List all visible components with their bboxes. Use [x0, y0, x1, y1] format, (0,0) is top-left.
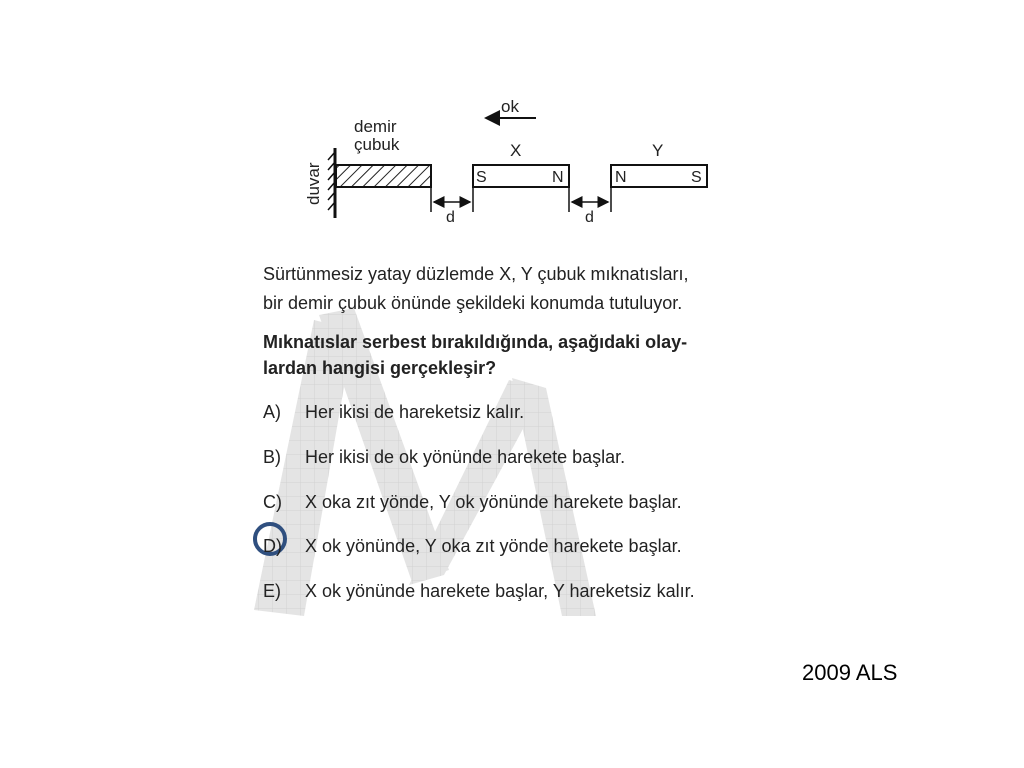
prompt-line-1: Mıknatıslar serbest bırakıldığında, aşağıdaki olay-: [263, 332, 688, 352]
stem-line-2: bir demir çubuk önünde şekildeki konumda tutuluyor.: [263, 293, 683, 313]
magnet-y-pole-right: S: [691, 169, 702, 186]
rod-label-line1: demir: [354, 117, 397, 136]
question-image: [244, 90, 772, 616]
option-a-text: Her ikisi de hareketsiz kalır.: [305, 402, 525, 422]
option-e-letter: E): [263, 581, 281, 601]
question-stem: [263, 260, 772, 318]
option-b-text: Her ikisi de ok yönünde harekete başlar.: [305, 447, 626, 467]
wall-label: duvar: [304, 162, 323, 205]
option-c-letter: C): [263, 492, 282, 512]
question-prompt: [263, 329, 772, 381]
option-b-letter: B): [263, 447, 281, 467]
wall: [328, 148, 335, 218]
option-a-letter: A): [263, 402, 281, 422]
option-e-text: X ok yönünde harekete başlar, Y hareketsiz kalır.: [305, 581, 695, 601]
rod-label-line2: çubuk: [354, 135, 400, 154]
magnet-x-pole-right: N: [552, 169, 564, 186]
option-c-text: X oka zıt yönde, Y ok yönünde harekete başlar.: [305, 492, 682, 512]
magnet-y-pole-left: N: [615, 169, 627, 186]
prompt-line-2: lardan hangisi gerçekleşir?: [263, 358, 497, 378]
magnet-figure: [244, 90, 772, 260]
arrow-label: ok: [501, 97, 519, 116]
iron-rod: [336, 165, 431, 187]
magnet-x-name: X: [510, 141, 522, 160]
gap-label-1: d: [446, 209, 455, 226]
magnet-y-name: Y: [652, 141, 664, 160]
option-d-letter: D): [263, 536, 282, 556]
source-label: 2009 ALS: [802, 660, 898, 685]
magnet-x-pole-left: S: [476, 169, 487, 186]
stem-line-1: Sürtünmesiz yatay düzlemde X, Y çubuk mıknatısları,: [263, 264, 689, 284]
gap-label-2: d: [585, 209, 594, 226]
option-d-text: X ok yönünde, Y oka zıt yönde harekete başlar.: [305, 536, 682, 556]
